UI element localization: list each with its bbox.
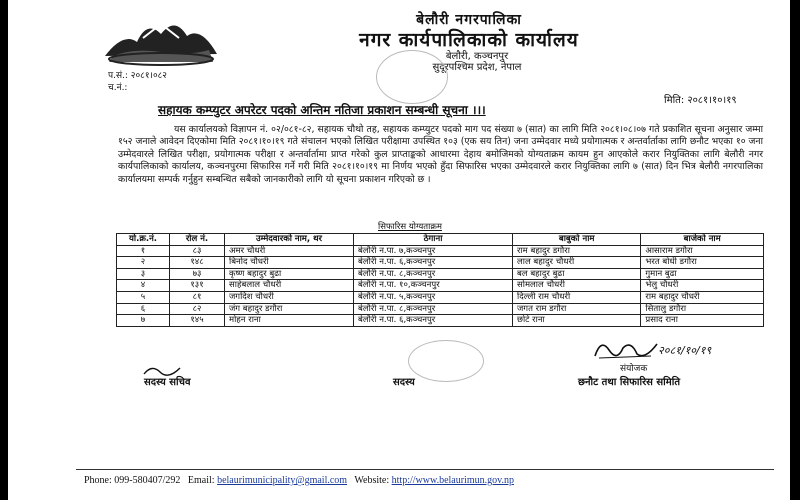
- footer-contact: [84, 475, 514, 486]
- notice-date: मिति: २०८१।१०।१९: [664, 95, 737, 106]
- coordinator-label: संयोजक: [620, 364, 648, 374]
- cell-roll: ८३: [170, 245, 225, 257]
- website-link[interactable]: http://www.belaurimun.gov.np: [391, 475, 514, 486]
- col-address: ठेगाना: [354, 234, 513, 246]
- cell-roll: ७३: [170, 268, 225, 280]
- cell-father: राम बहादुर डगौरा: [513, 245, 641, 257]
- notice-body: यस कार्यालयको विज्ञापन नं. ०२/०८१-८२, सहायक चौथो तह, सहायक कम्प्युटर पदको माग पद संख्या ७ (सात) का लागि मिति २०८१।०८।०७ गते प्रकाशित सूचना अनुसार जम्मा १५२ जनाले आवेदन दिएकोमा मिति २०८१।१०।१९ गते संचालन भएको लिखित परीक्षामा उपस्थित १०३ (एक सय तिन) जना उम्मेदवार मध्ये प्रयोगात्मक र अन्तर्वार्ताका लागि छनौट भएका १० जना उम्मेदवारले लिखित परीक्षा, प्रयोगात्मक परीक्षा र अन्तर्वार्तामा प्राप्त गरेको कुल प्राप्ताङ्कको आधारमा देहाय बमोजिमको योग्यताक्रम कायम हुन आएकोले करार नियुक्तिका लागि बेलौरी नगर कार्यपालिकाको कार्यालय, कञ्चनपुरमा सिफारिस गर्ने गरी मिति २०८१।१०।१९ मा निर्णय भएको हुँदा सिफारिस भएका उम्मेदवारले करार नियुक्तिका लागि ७ (सात) दिन भित्र बेलौरी नगरपालिका कार्यालयमा सम्पर्क गर्नुहुन सम्बन्धित सबैको जानकारीको लागि यो सूचना प्रकाशन गरिएको छ ।: [118, 124, 763, 185]
- cell-name: जगदिश चौधरी: [225, 291, 354, 303]
- cell-father: सोमलाल चौधरी: [513, 280, 641, 292]
- cell-name: कृष्ण बहादुर बुढा: [225, 268, 354, 280]
- cell-address: बेलौरी न.पा. ५,कञ्चनपुर: [354, 291, 513, 303]
- cell-roll: १४८: [170, 257, 225, 269]
- cell-grandfather: गुमान बुढा: [641, 268, 764, 280]
- cell-address: बेलौरी न.पा. ८,कञ्चनपुर: [354, 303, 513, 315]
- col-father: बाबुको नाम: [513, 234, 641, 246]
- cell-father: लाल बहादुर चौधरी: [513, 257, 641, 269]
- table-row: [117, 268, 764, 280]
- cell-serial: ४: [117, 280, 170, 292]
- cell-serial: ६: [117, 303, 170, 315]
- table-header-row: [117, 234, 764, 246]
- table-row: [117, 303, 764, 315]
- handwritten-date: २०८१/१०/१९: [658, 344, 712, 357]
- cell-father: दिल्ली राम चौधरी: [513, 291, 641, 303]
- email-link[interactable]: belaurimunicipality@gmail.com: [217, 475, 348, 486]
- cell-address: बेलौरी न.पा. ६,कञ्चनपुर: [354, 315, 513, 327]
- cell-roll: ८१: [170, 291, 225, 303]
- table-row: [117, 280, 764, 292]
- committee-label: छनौट तथा सिफारिस समिति: [578, 377, 681, 388]
- email-label: Email:: [187, 475, 215, 486]
- table-title: सिफारिस योग्यताक्रम: [378, 222, 442, 232]
- cell-roll: ८२: [170, 303, 225, 315]
- cell-address: बेलौरी न.पा. ८,कञ्चनपुर: [354, 268, 513, 280]
- cell-father: बल बहादुर बुढा: [513, 268, 641, 280]
- footer-divider: [76, 469, 774, 470]
- col-serial: यो.क्र.नं.: [117, 234, 170, 246]
- cell-roll: १३१: [170, 280, 225, 292]
- coordinator-signature: [591, 336, 661, 362]
- office-province: सुदूरपश्चिम प्रदेश, नेपाल: [432, 62, 522, 73]
- dispatch-number: च.नं.:: [108, 83, 128, 93]
- table-body: [117, 245, 764, 326]
- table-row: [117, 315, 764, 327]
- municipality-name: बेलौरी नगरपालिका: [416, 12, 522, 28]
- office-stamp: [376, 50, 448, 104]
- notice-subject: सहायक कम्प्युटर अपरेटर पदको अन्तिम नतिजा प्रकाशन सम्बन्धी सूचना ।।।: [158, 103, 486, 117]
- cell-address: बेलौरी न.पा. १०,कञ्चनपुर: [354, 280, 513, 292]
- cell-grandfather: भेलु चौधरी: [641, 280, 764, 292]
- notice-page: [8, 0, 790, 500]
- letter-number: प.सं.: २०८१।०८२: [108, 71, 167, 81]
- member-secretary-label: सदस्य सचिव: [144, 377, 191, 388]
- cell-grandfather: सितालु डगौरा: [641, 303, 764, 315]
- member-label: सदस्य: [393, 377, 415, 388]
- table-row: [117, 245, 764, 257]
- phone-label: Phone:: [84, 475, 112, 486]
- cell-serial: ३: [117, 268, 170, 280]
- cell-roll: १४५: [170, 315, 225, 327]
- office-location: बेलौरी, कञ्चनपुर: [445, 51, 509, 62]
- cell-father: जगत राम डगौरा: [513, 303, 641, 315]
- cell-father: छोटे राना: [513, 315, 641, 327]
- website-label: Website:: [354, 475, 390, 486]
- cell-address: बेलौरी न.पा. ६,कञ्चनपुर: [354, 257, 513, 269]
- cell-serial: ७: [117, 315, 170, 327]
- cell-grandfather: भरत बोधी डगौरा: [641, 257, 764, 269]
- cell-grandfather: प्रसाद राना: [641, 315, 764, 327]
- cell-serial: १: [117, 245, 170, 257]
- col-name: उम्मेदवारको नाम, थर: [225, 234, 354, 246]
- col-roll: रोल नं.: [170, 234, 225, 246]
- merit-list-table: [116, 233, 764, 327]
- committee-stamp: [408, 340, 484, 382]
- col-grandfather: बाजेको नाम: [641, 234, 764, 246]
- cell-serial: २: [117, 257, 170, 269]
- table-row: [117, 291, 764, 303]
- cell-name: बिनोद चौधरी: [225, 257, 354, 269]
- cell-grandfather: आसाराम डगौरा: [641, 245, 764, 257]
- cell-address: बेलौरी न.पा. ७,कञ्चनपुर: [354, 245, 513, 257]
- cell-name: मोहन राना: [225, 315, 354, 327]
- cell-grandfather: राम बहादुर चौधरी: [641, 291, 764, 303]
- office-name: नगर कार्यपालिकाको कार्यालय: [359, 29, 579, 51]
- cell-serial: ५: [117, 291, 170, 303]
- cell-name: साहेबलाल चौधरी: [225, 280, 354, 292]
- cell-name: अमर चौधरी: [225, 245, 354, 257]
- phone-number: 099-580407/292: [114, 475, 181, 486]
- cell-name: जंग बहादुर डगौरा: [225, 303, 354, 315]
- table-row: [117, 257, 764, 269]
